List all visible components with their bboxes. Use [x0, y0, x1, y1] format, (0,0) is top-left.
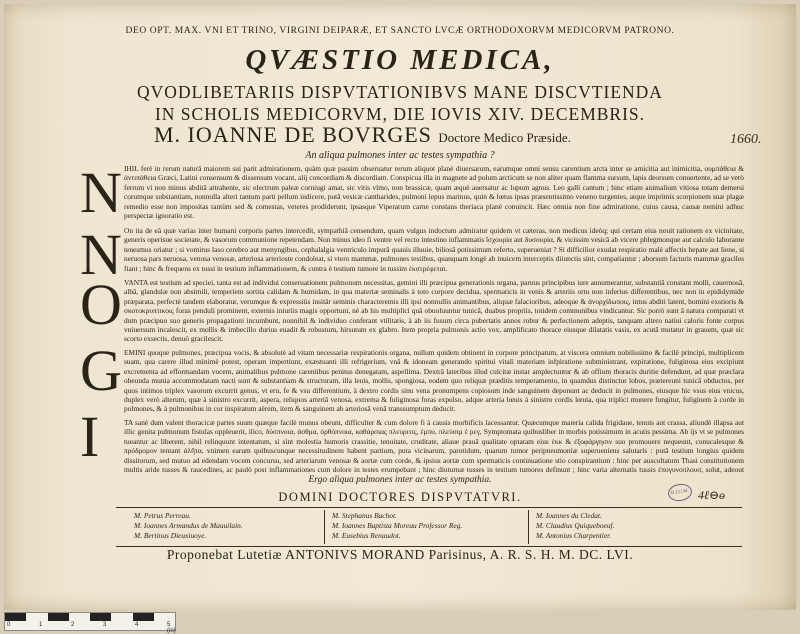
- ruler-segment: [111, 613, 132, 621]
- doctor-name: M. Ioannes Armandus de Mauuilain.: [134, 521, 243, 530]
- doctor-name: M. Ioannes Baptista Moreau Professor Reg.: [332, 521, 463, 530]
- library-stamp: B.I.U.M.: [667, 482, 693, 502]
- ruler-label: 5 (in): [167, 622, 176, 634]
- ruler-label: 2: [71, 622, 75, 628]
- doctor-name: M. Bertinus Dieuxiuoye.: [134, 531, 207, 540]
- ruler-segment: [26, 613, 47, 621]
- paragraph-1: IHIL ferè in rerum naturâ maiorem sui parit admirationem, quàm quæ passim obseruatur rerum aliquot planè diuersarum, earumque omni sensu carentium arcta inter se amicitia aut inimicitia, ουμπάθεια & ἀντιπάθεια Græci, Latini consensum & dissensum vocant, alij concordiam & discordiam. Conspicua illa in magnete ad polum arcticum se non aliter quam flamma sursum, lapis deorsum conuertente, ad se verò ferrum vi non minus abditâ attrahente, sic electrum paleæ corniugi amat, sic vitis vlmo, non brassicæ, quam æquè auersatur ac lupum agnus. Leo galli cantum ; hinc etiam animalium vitiosa totam demersi corumque substantiam, nonnulla alteri tantum parti pellum indicere, putâ vesicæ cantharides, pulmoni lepus marinus, quin & lœtus ipsas præsentissimo veneno turgentes, atque imprimis scorpionem suæ plagæ remedio esse non impositas tantùm sed & comestas, veteres prodiderunt, ipsasque Viperarum carne constans theriaca planè conuincit. Hæc omnia non fine admiratione, cuius causa, causæ nemini adhuc perspectæ ignoratio est.: [124, 164, 744, 221]
- column-divider: [324, 510, 325, 544]
- paragraph-5: TA sanè dum valent thoracicæ partes suum quæque facilè munus obeunt, difficulter & cum dolore fi à causis morbificis lacessantur. Quæcumque materia calida frigidaue, tenuis aut crassa, aliundè illapsa aut illic genita pulmonum fistulas oppleuerit, ilico, δύσπνοια, ἀσθμα, ὀρθόπνοια, καθάρσιας πλευριτις, ἐμπυ, πλεύσιμ ἑ ρεγ, Symptomata quibusliber in morbis potissimum in acutis pessima. Ab ijs vt se pulmones tueantur ac liberent, nihil relinquunt intentatum, si sint molestia humoris crassitie, tenuitate, cruditate, aliaue prauâ qualitate optatam eius ἐκκ & ἐξοφάργησιν suo promouere nequeunt, conucalesque & πρόδρομον tentant ἀλῆτα, vnimen earum quibuscunque necessitudinem habent partium, puta vicinarum, parotidum, quarum tumor peripneumoniæ superueniens salutaris : putâ testium longius quidem dissitorum, sed mutuo ad edendam vocem concursu, sed arteriarum venosæ & aortæ cum corde, & ipsius aortæ cum spermaticis continuatione stio conspirantium : hinc per auscultatum Thasi constitutionem multis aride tusses & raucedines, ac paulò post inflammationes cum dolore in testes erumpebant ; hinc diuturnæ tusses in testium tumores definunt ; hinc varia alternatis tussis ἐπογυνοπλουσ, solut, adeout: [124, 418, 744, 475]
- initial-letter: N: [80, 222, 122, 287]
- column-divider: [528, 510, 529, 544]
- ruler-segment: [69, 613, 90, 621]
- doctores-heading: DOMINI DOCTORES DISPVTATVRI.: [278, 490, 522, 504]
- initial-letter: G: [80, 338, 122, 403]
- praeses-role: Doctore Medico Præside.: [438, 130, 571, 145]
- ruler-segment: [90, 613, 111, 621]
- praeses-line: [154, 122, 571, 148]
- ruler-segment: [5, 613, 26, 621]
- initial-letter: O: [80, 272, 122, 337]
- ruler-label: 1: [39, 622, 43, 628]
- ruler-label: 4: [135, 622, 139, 628]
- initial-letter: I: [80, 404, 100, 469]
- doctor-name: M. Ioannes du Cledat.: [536, 511, 602, 520]
- title-in-scholis: IN SCHOLIS MEDICORVM, DIE IOVIS XIV. DECEMBRIS.: [154, 104, 646, 124]
- ruler-label: 3: [103, 622, 107, 628]
- doctor-name: M. Stephanus Bachot.: [332, 511, 397, 520]
- doctor-name: M. Antonius Charpentier.: [536, 531, 612, 540]
- paragraph-4: EMINI quoque pulmones, præcipua vocis, & absolutè ad vitam necessariæ respirationis organa, nullum quidem obtinent in corpore principatum, at viscera omnium nobilissimo & facilè principi, multiplicem suam, qua carere illud minimè potest, operam impertiunt, exæstuanti illi refrigerium, vnâ & idoneam generando spiritui vitali materiam infpiratione subministrant, expiratione, fuliginosa eius excipiunt excrementa ad efformandam vocem, animalibus pulmone carentibus penitus denegatam, aspellima. Dextrâ lateribus illud culcitæ instar amplectuntur & ab offium thoracis duritie defendunt, ad quæ præclara obeunda munia accommodatam nacti sunt & substantiam & structuram, illa leuis, mollis, spongiosa, eodem quo reliquæ præditis temperamento, in quamdus distinctur lobos, prætereuni tunicâ obductos, per quos intimos triplex vasorum excurrit genus, vt eru, fe & vsu differentium, à dextro cordis sinu vena pronumpens copiosum inde sanguinem deponunt ac deducit in pulmones, eiusque hic vsus eius vnicus, duplex verò alterum, quæ à sinistro excurrit, aspera, reliquos arteriâ venosa, extrema & fuliginosa foras expulso, adque arteria lœuis à sinistro cordis lœuia, qua triplici munere fungitur, fuliginem à corde in pulmones, & à pulmonibus in cor inspiratum aërem, item & sanguinem ab arteriosâ venâ transsumptum deducit.: [124, 348, 744, 414]
- ruler-segment: [48, 613, 69, 621]
- doctores-column-3: [536, 511, 614, 541]
- question-line: An aliqua pulmones inter ac testes sympathia ?: [305, 150, 495, 161]
- ruler-segment: [154, 613, 175, 621]
- broadsheet-page: [4, 4, 796, 610]
- title-quaestio-medica: QVÆSTIO MEDICA,: [245, 44, 555, 76]
- doctor-name: M. Petrus Perreau.: [134, 511, 191, 520]
- title-quodlibetariis: QVODLIBETARIIS DISPVTATIONIBVS MANE DISCVTIENDA: [137, 82, 663, 102]
- handwritten-mark: 4ℓ⊖ө: [698, 488, 726, 502]
- initial-letter: N: [80, 160, 122, 225]
- doctor-name: M. Eusebius Renaudot.: [332, 531, 401, 540]
- dedication-line: DEO OPT. MAX. VNI ET TRINO, VIRGINI DEIPARÆ, ET SANCTO LVCÆ ORTHODOXORVM MEDICORVM PATRONO.: [125, 26, 675, 36]
- doctor-name: M. Claudius Quiqueboeuf.: [536, 521, 615, 530]
- ruler-label: 0: [7, 622, 11, 628]
- paragraph-2: On ita de eâ quæ varias inter humani corporis partes intercedit, sympathiâ censendum, quam vulgus indoctum admiratur quidem vt cæteras, non medicus ideòq; qui certam eius nouit rationem ex vicinitate, generis operisue societate, & vasorum communione repetendam. Non minus ideo fi ventre vel recto intestino inflammatis ἴσχουρία aut δυσουρία, & vicissim vesicâ ab vicere phlegmonque aut calculo laborante tenesmus oriatur ; si vomitus laso cerebro aut menyngibus, cephalalgia ventriculo impurâ quauis illuuie, biliosâ potissimum referto, superueniat ? Si difficilior exudat respiratio malè affectis hepate aut liene, si neruosa pars neruosa, venosa venosæ, arteriosa arterioste condoleat, si vtero mammæ, pulmones testibus, quanquam longè ab inuicem interceptis diiunctis sint, compatiantur ; aborsum facturis mammæ graciles fiant ; hinc & frequens ex tussi in testium inflammationem, & contra è testium tumore in tussim ἐκστρέφεται.: [124, 226, 744, 273]
- proponebat-line: Proponebat Lutetiæ ANTONIVS MORAND Parisinus, A. R. S. H. M. DC. LVI.: [166, 547, 634, 562]
- doctores-column-1: [134, 511, 243, 541]
- paragraph-3: VANTA est testium ad speciei, tanta est ad individui conseruationem pulmonum necessitas, gemini illi præcipua generationis organa, paruus principibus iure annumerantur, substantiâ constant molli, cauernosâ, albâ, glandulæ non absimili, temperiem sortita calidam & humidam, in qua materiæ seminalis à toto corpore decidua, spermaticis in venis & arteriis ortu non inferius differentibus, nec non in epididymide præparata, perfectè tandem elaboratur, verumque & expressiùs insitâr seminis characteremis illi ipsi nonnullis animantibus, aliquæ falacioribus, adeoque & ἀνορχίδωποις, intus abditi latent, homini exstioris & σκοτοκρυπτικοις foras penduli prominent, externis iniuriis magis opportuni, nè ab his multiplici quâ obuoluuntur tunicâ, duabus propriis, totidem communibus vindicantur. Sic porrò sunt â natura comparati vt dum præcipuo suo generis propagationi incumbunt, nonnihil & individuo conferant vtilitatis, à ab iis fusum circa pubertatis annos robur & perfectionem adeptis, tanquam altero natiui caloris fonte corpus vniuersum incalescit, ex mollis & imbecillo durius euadit & robustum, hirsutum ex glabro. Item propria pulmonis actio vox, amplificato thorace eiusque dilatatis vasis, ex acutâ mutatur in grauem, quæ sic scorto exsectis, denuò gracilescit.: [124, 278, 744, 344]
- ruler-segment: [133, 613, 154, 621]
- conclusion-line: Ergo aliqua pulmones inter ac testes sympathia.: [308, 475, 492, 485]
- praeses-name: M. IOANNE DE BOVRGES: [154, 122, 432, 147]
- doctores-table: [116, 507, 742, 547]
- handwritten-year: 1660.: [730, 132, 762, 147]
- scale-ruler: [4, 612, 176, 634]
- doctores-column-2: [332, 511, 462, 541]
